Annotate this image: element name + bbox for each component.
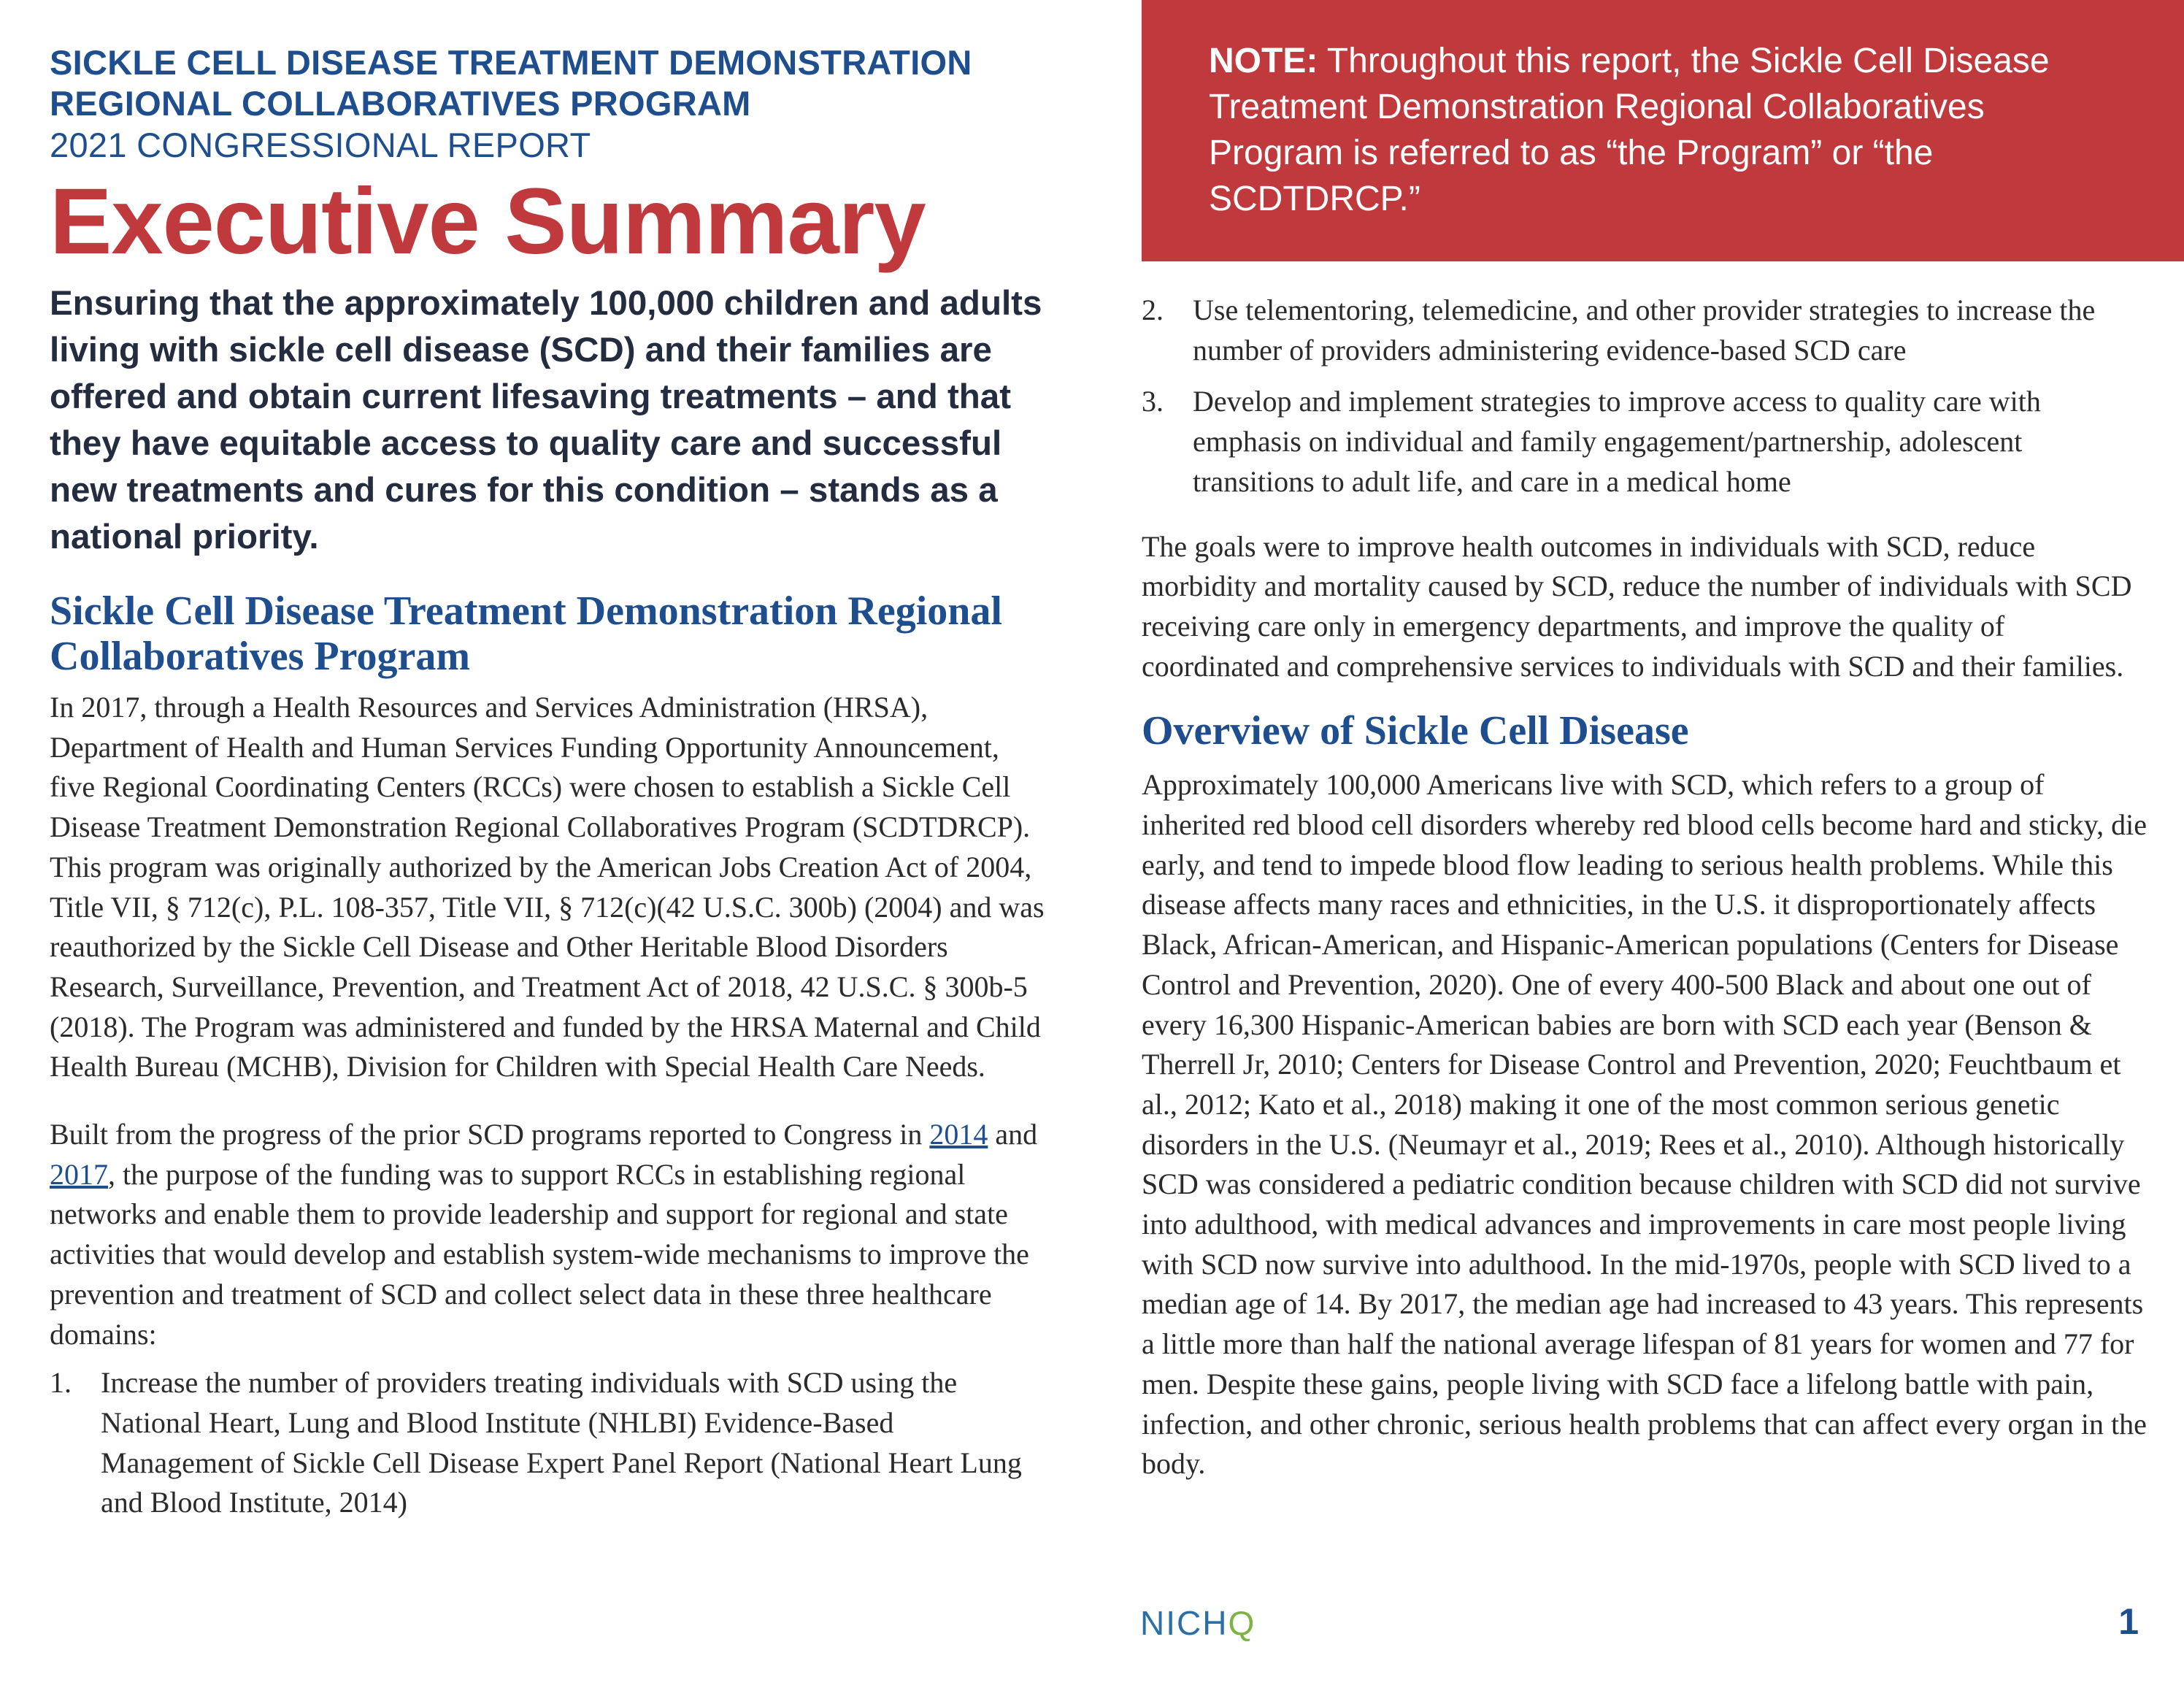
program-paragraph-1: In 2017, through a Health Resources and Services Administration (HRSA), Department of Health and Human Services Funding Opportunity Announcement, five Regional Coordinating Centers (RCCs) were chosen to establish a Sickle Cell Disease Treatment Demonstration Regional Collaboratives Program (SCDTDRCP). This program was originally authorized by the American Jobs Creation Act of 2004, Title VII, § 712(c), P.L. 108-357, Title VII, § 712(c)(42 U.S.C. 300b) (2004) and was reauthorized by the Sickle Cell Disease and Other Heritable Blood Disorders Research, Surveillance, Prevention, and Treatment Act of 2018, 42 U.S.C. § 300b-5 (2018). The Program was administered and funded by the HRSA Maternal and Child Health Bureau (MCHB), Division for Children with Special Health Care Needs. bbox=[50, 691, 1045, 1083]
list-item-text: Use telementoring, telemedicine, and other provider strategies to increase the number of providers administering evidence-based SCD care bbox=[1193, 294, 2096, 367]
overview-paragraph: Approximately 100,000 Americans live with SCD, which refers to a group of inherited red blood cell disorders whereby red blood cells become hard and sticky, die early, and tend to impede blood flow leading to serious health problems. While this disease affects many races and ethnicities, in the U.S. it disproportionately affects Black, African-American, and Hispanic-American populations (Centers for Disease Control and Prevention, 2020). One of every 400-500 Black and about one out of every 16,300 Hispanic-American babies are born with SCD each year (Benson & Therrell Jr, 2010; Centers for Disease Control and Prevention, 2020; Feuchtbaum et al., 2012; Kato et al., 2018) making it one of the most common serious genetic disorders in the U.S. (Neumayr et al., 2019; Rees et al., 2010). Although historically SCD was considered a pediatric condition because children with SCD did not survive into adulthood, with medical advances and improvements in care most people living with SCD now survive into adulthood. In the mid-1970s, people with SCD lived to a median age of 14. By 2017, the median age had increased to 43 years. This represents a little more than half the national average lifespan of 81 years for women and 77 for men. Despite these gains, people living with SCD face a lifelong battle with pain, infection, and other chronic, serious health problems that can affect every organ in the body. bbox=[1142, 768, 2147, 1481]
list-item-number: 3. bbox=[1142, 385, 1164, 418]
para2-text-and: and bbox=[988, 1118, 1038, 1151]
list-item bbox=[1142, 382, 2149, 502]
list-item-text: Develop and implement strategies to improve access to quality care with emphasis on individual and family engagement/partnership, adolescent transitions to adult life, and care in a medical home bbox=[1193, 385, 2041, 498]
note-box bbox=[1142, 0, 2184, 261]
list-item-number: 2. bbox=[1142, 294, 1164, 326]
note-text bbox=[1209, 38, 2114, 222]
report-title-line2: REGIONAL COLLABORATIVES PROGRAM bbox=[50, 84, 751, 123]
logo-q-letter: Q bbox=[1228, 1604, 1256, 1642]
program-paragraph-2 bbox=[50, 1115, 1050, 1354]
page-title: Executive Summary bbox=[50, 169, 926, 274]
para2-text-rest: , the purpose of the funding was to support RCCs in establishing regional networks and enable them to provide leadership and support for regional and state activities that would develop and establish system-wide mechanisms to improve the prevention and treatment of SCD and collect select data in these three healthcare domains: bbox=[50, 1157, 1029, 1351]
goals-paragraph: The goals were to improve health outcomes in individuals with SCD, reduce morbidity and mortality caused by SCD, reduce the number of individuals with SCD receiving care only in emergency departments, and improve the quality of coordinated and comprehensive services to individuals with SCD and their families. bbox=[1142, 529, 2132, 683]
right-column bbox=[1142, 291, 2149, 1484]
list-item bbox=[1142, 291, 2149, 370]
left-column bbox=[50, 42, 1050, 1523]
link-2017-report[interactable]: 2017 bbox=[50, 1157, 108, 1191]
report-title-line1: SICKLE CELL DISEASE TREATMENT DEMONSTRATION bbox=[50, 43, 972, 82]
list-item-number: 1. bbox=[50, 1366, 72, 1400]
lead-statement: Ensuring that the approximately 100,000 children and adults living with sickle cell disease (SCD) and their families are offered and obtain current lifesaving treatments – and that they have equitable access to quality care and successful new treatments and cures for this condition – stands as a national priority. bbox=[50, 284, 1042, 556]
nichq-logo bbox=[1140, 1603, 1256, 1643]
para2-text-start: Built from the progress of the prior SCD programs reported to Congress in bbox=[50, 1118, 930, 1151]
domain-list-part1 bbox=[50, 1363, 1050, 1523]
overview-heading: Overview of Sickle Cell Disease bbox=[1142, 708, 1689, 754]
note-body: Throughout this report, the Sickle Cell Disease Treatment Demonstration Regional Collaboratives Program is referred to as “the Program” or “the SCDTDRCP.” bbox=[1209, 42, 2050, 218]
report-subtitle: 2021 CONGRESSIONAL REPORT bbox=[50, 126, 591, 164]
note-label: NOTE: bbox=[1209, 42, 1318, 80]
list-item-text: Increase the number of providers treating individuals with SCD using the National Heart, Lung and Blood Institute (NHLBI) Evidence-Based Management of Sickle Cell Disease Expert Panel Report (National Heart Lung and Blood Institute, 2014) bbox=[101, 1366, 1022, 1519]
domain-list-part2 bbox=[1142, 291, 2149, 502]
page-number: 1 bbox=[2118, 1601, 2139, 1642]
logo-text: NICH bbox=[1140, 1604, 1228, 1642]
program-heading: Sickle Cell Disease Treatment Demonstration Regional Collaboratives Program bbox=[50, 588, 1002, 679]
list-item bbox=[50, 1363, 1050, 1523]
link-2014-report[interactable]: 2014 bbox=[929, 1118, 988, 1151]
